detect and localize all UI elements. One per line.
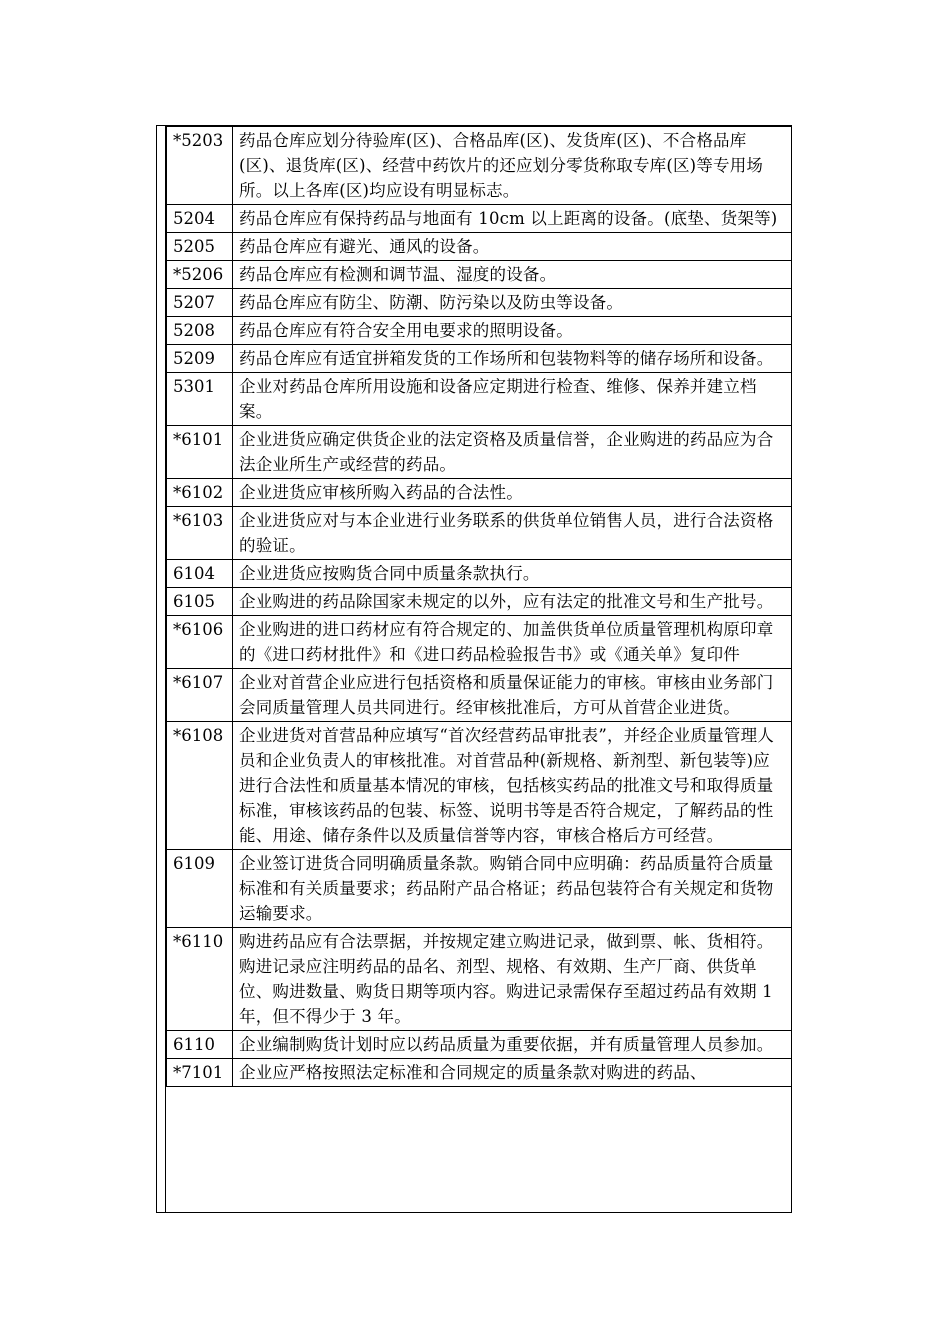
left-margin-column: [156, 125, 166, 1213]
table-row: [167, 616, 792, 669]
table-row: [167, 426, 792, 479]
row-text: 企业对首营企业应进行包括资格和质量保证能力的审核。审核由业务部门会同质量管理人员共同进行。经审核批准后，方可从首营企业进货。: [233, 669, 792, 722]
row-code: *6102: [167, 479, 233, 507]
row-code: 5205: [167, 233, 233, 261]
row-code: 5301: [167, 373, 233, 426]
row-code: *6101: [167, 426, 233, 479]
row-text: 企业进货应按购货合同中质量条款执行。: [233, 560, 792, 588]
row-code: *5203: [167, 127, 233, 205]
row-code: 5207: [167, 289, 233, 317]
row-text: 企业进货对首营品种应填写“首次经营药品审批表”，并经企业质量管理人员和企业负责人的审核批准。对首营品种(新规格、新剂型、新包装等)应进行合法性和质量基本情况的审核，包括核实药品的批准文号和取得质量标准，审核该药品的包装、标签、说明书等是否符合规定，了解药品的性能、用途、储存条件以及质量信誉等内容，审核合格后方可经营。: [233, 722, 792, 850]
table-row: [167, 588, 792, 616]
table-row: [167, 479, 792, 507]
row-code: *6103: [167, 507, 233, 560]
row-text: 企业进货应确定供货企业的法定资格及质量信誉，企业购进的药品应为合法企业所生产或经营的药品。: [233, 426, 792, 479]
row-text: 购进药品应有合法票据，并按规定建立购进记录，做到票、帐、货相符。购进记录应注明药品的品名、剂型、规格、有效期、生产厂商、供货单位、购进数量、购货日期等项内容。购进记录需保存至超过药品有效期 1 年，但不得少于 3 年。: [233, 928, 792, 1031]
row-text: 企业编制购货计划时应以药品质量为重要依据，并有质量管理人员参加。: [233, 1031, 792, 1059]
row-code: *5206: [167, 261, 233, 289]
row-code: 5204: [167, 205, 233, 233]
table-row: [167, 261, 792, 289]
table-row: [167, 928, 792, 1031]
row-text: 企业购进的进口药材应有符合规定的、加盖供货单位质量管理机构原印章的《进口药材批件》和《进口药品检验报告书》或《通关单》复印件: [233, 616, 792, 669]
table-row: [167, 205, 792, 233]
row-code: 5208: [167, 317, 233, 345]
row-text: 药品仓库应划分待验库(区)、合格品库(区)、发货库(区)、不合格品库(区)、退货库(区)、经营中药饮片的还应划分零货称取专库(区)等专用场所。以上各库(区)均应设有明显标志。: [233, 127, 792, 205]
table-row: [167, 233, 792, 261]
table-row: [167, 722, 792, 850]
table-row: [167, 669, 792, 722]
row-code: *7101: [167, 1059, 233, 1087]
row-code: 6110: [167, 1031, 233, 1059]
table-row: [167, 1031, 792, 1059]
row-code: *6108: [167, 722, 233, 850]
row-text: 企业签订进货合同明确质量条款。购销合同中应明确：药品质量符合质量标准和有关质量要求；药品附产品合格证；药品包装符合有关规定和货物运输要求。: [233, 850, 792, 928]
row-text: 药品仓库应有防尘、防潮、防污染以及防虫等设备。: [233, 289, 792, 317]
row-text: 企业进货应对与本企业进行业务联系的供货单位销售人员，进行合法资格的验证。: [233, 507, 792, 560]
row-text: 企业对药品仓库所用设施和设备应定期进行检查、维修、保养并建立档案。: [233, 373, 792, 426]
row-text: 企业应严格按照法定标准和合同规定的质量条款对购进的药品、: [233, 1059, 792, 1087]
row-code: 6109: [167, 850, 233, 928]
row-code: *6107: [167, 669, 233, 722]
row-text: 企业进货应审核所购入药品的合法性。: [233, 479, 792, 507]
table-row: [167, 1059, 792, 1087]
table-row: [167, 289, 792, 317]
table-row: [167, 850, 792, 928]
row-text: 药品仓库应有避光、通风的设备。: [233, 233, 792, 261]
row-text: 药品仓库应有检测和调节温、湿度的设备。: [233, 261, 792, 289]
row-text: 企业购进的药品除国家未规定的以外，应有法定的批准文号和生产批号。: [233, 588, 792, 616]
row-text: 药品仓库应有适宜拼箱发货的工作场所和包装物料等的储存场所和设备。: [233, 345, 792, 373]
table-row: [167, 507, 792, 560]
table-row: [167, 345, 792, 373]
table-row: [167, 373, 792, 426]
row-code: *6110: [167, 928, 233, 1031]
row-code: *6106: [167, 616, 233, 669]
row-code: 6104: [167, 560, 233, 588]
table-row: [167, 317, 792, 345]
row-text: 药品仓库应有保持药品与地面有 10cm 以上距离的设备。(底垫、货架等): [233, 205, 792, 233]
row-text: 药品仓库应有符合安全用电要求的照明设备。: [233, 317, 792, 345]
table-row: [167, 127, 792, 205]
criteria-table: [166, 126, 792, 1087]
table-row: [167, 560, 792, 588]
row-code: 6105: [167, 588, 233, 616]
row-code: 5209: [167, 345, 233, 373]
